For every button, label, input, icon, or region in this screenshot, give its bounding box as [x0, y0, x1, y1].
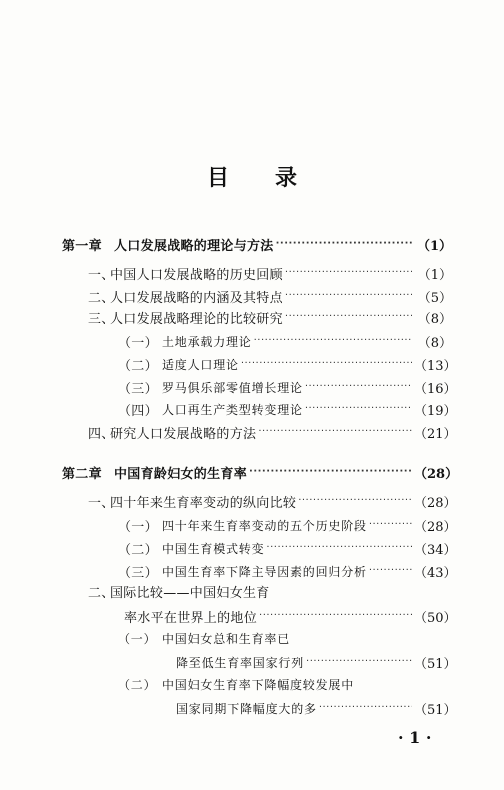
dot-leader [306, 657, 412, 667]
entry-number: （一） [118, 335, 158, 351]
entry-page: （50） [414, 610, 457, 626]
entry-number: （二） [118, 542, 158, 558]
entry-text: 四十年来生育率变动的五个历史阶段 [162, 518, 367, 533]
entry-text: 人口发展战略理论的比较研究 [110, 311, 283, 327]
dot-leader [319, 703, 412, 713]
dot-leader [241, 359, 412, 369]
dot-leader [285, 268, 412, 278]
entry-page: （16） [414, 381, 457, 397]
entry-text: 人口发展战略的理论与方法 [114, 238, 274, 254]
entry-text: 率水平在世界上的地位 [124, 610, 258, 626]
entry-number: 一、 [88, 495, 115, 511]
toc-entry [0, 376, 504, 398]
toc-entry [0, 560, 504, 582]
dot-leader [298, 496, 412, 506]
dot-leader [276, 239, 412, 249]
entry-page: （1） [417, 267, 452, 283]
entry-text: 四十年来生育率变动的纵向比较 [110, 495, 297, 511]
entry-page: （28） [414, 495, 457, 511]
entry-number: （三） [118, 565, 158, 581]
entry-number: 一、 [88, 267, 115, 283]
entry-page: （43） [414, 565, 457, 581]
entry-number: （二） [118, 678, 157, 692]
entry-text: 降至低生育率国家行列 [176, 655, 305, 670]
entry-text: 人口发展战略的内涵及其特点 [110, 290, 283, 306]
entry-number: 二、 [88, 586, 115, 601]
entry-number: （四） [118, 403, 158, 419]
entry-number: 二、 [88, 290, 115, 306]
entry-page: （34） [414, 542, 457, 558]
entry-number: （一） [118, 632, 157, 646]
entry-text: 中国生育率下降主导因素的回归分析 [162, 564, 367, 579]
entry-text: 土地承载力理论 [162, 334, 252, 349]
toc-entry [0, 514, 504, 536]
entry-text: 中国生育模式转变 [162, 541, 265, 556]
entry-page: （28） [414, 519, 457, 535]
entry-text: 国家同期下降幅度大的多 [176, 701, 317, 716]
dot-leader [258, 427, 412, 437]
toc-entry-line1 [88, 582, 270, 601]
dot-leader [259, 611, 412, 621]
title-char-2: 录 [275, 165, 298, 191]
entry-page: （8） [417, 335, 452, 351]
toc-entry-chapter-1 [0, 233, 504, 255]
toc-entry-line2 [0, 651, 504, 673]
entry-page: （28） [414, 466, 459, 482]
title-char-1: 目 [206, 165, 229, 191]
entry-page: （19） [414, 403, 457, 419]
entry-text: 研究人口发展战略的方法 [110, 426, 257, 442]
entry-page: （21） [414, 426, 457, 442]
entry-page: （8） [417, 311, 452, 327]
toc-entry [0, 262, 504, 284]
page-title [0, 161, 504, 192]
entry-number: 四、 [88, 426, 115, 442]
dot-leader [369, 520, 412, 530]
entry-number: （三） [118, 381, 158, 397]
entry-number: 三、 [88, 311, 115, 327]
toc-entry [0, 398, 504, 420]
toc-entry [0, 490, 504, 512]
entry-text: 人口再生产类型转变理论 [162, 402, 303, 417]
entry-page: （51） [414, 702, 457, 718]
toc-entry-chapter-2 [0, 461, 504, 483]
entry-page: （51） [414, 656, 457, 672]
entry-text: 中国人口发展战略的历史回顾 [110, 267, 283, 283]
entry-page: （5） [417, 290, 452, 306]
dot-leader [254, 336, 412, 346]
entry-number: （二） [118, 358, 158, 374]
entry-page: （13） [414, 358, 457, 374]
entry-number: （一） [118, 519, 158, 535]
toc-entry-line1 [118, 630, 290, 647]
entry-text: 国际比较——中国妇女生育 [110, 586, 270, 601]
toc-entry [0, 537, 504, 559]
page-number: · 1 · [398, 728, 432, 747]
dot-leader [266, 543, 412, 553]
entry-number: 第二章 [62, 466, 102, 482]
toc-entry-line2 [0, 697, 504, 719]
dot-leader [249, 467, 412, 477]
toc-entry [0, 421, 504, 443]
entry-page: （1） [416, 238, 452, 254]
entry-text: 中国妇女生育率下降幅度较发展中 [162, 678, 355, 692]
entry-text: 罗马俱乐部零值增长理论 [162, 380, 303, 395]
entry-number: 第一章 [62, 238, 102, 254]
toc-entry-line1 [118, 676, 354, 693]
dot-leader [369, 566, 412, 576]
toc-entry [0, 330, 504, 352]
toc-entry [0, 353, 504, 375]
dot-leader [305, 382, 412, 392]
toc-entry [0, 285, 504, 307]
dot-leader [305, 404, 412, 414]
dot-leader [285, 291, 412, 301]
toc-entry [0, 306, 504, 328]
entry-text: 中国育龄妇女的生育率 [114, 466, 248, 482]
entry-text: 适度人口理论 [162, 357, 239, 372]
entry-text: 中国妇女总和生育率已 [162, 632, 291, 646]
toc-entry-line2 [0, 605, 504, 627]
dot-leader [285, 312, 412, 322]
